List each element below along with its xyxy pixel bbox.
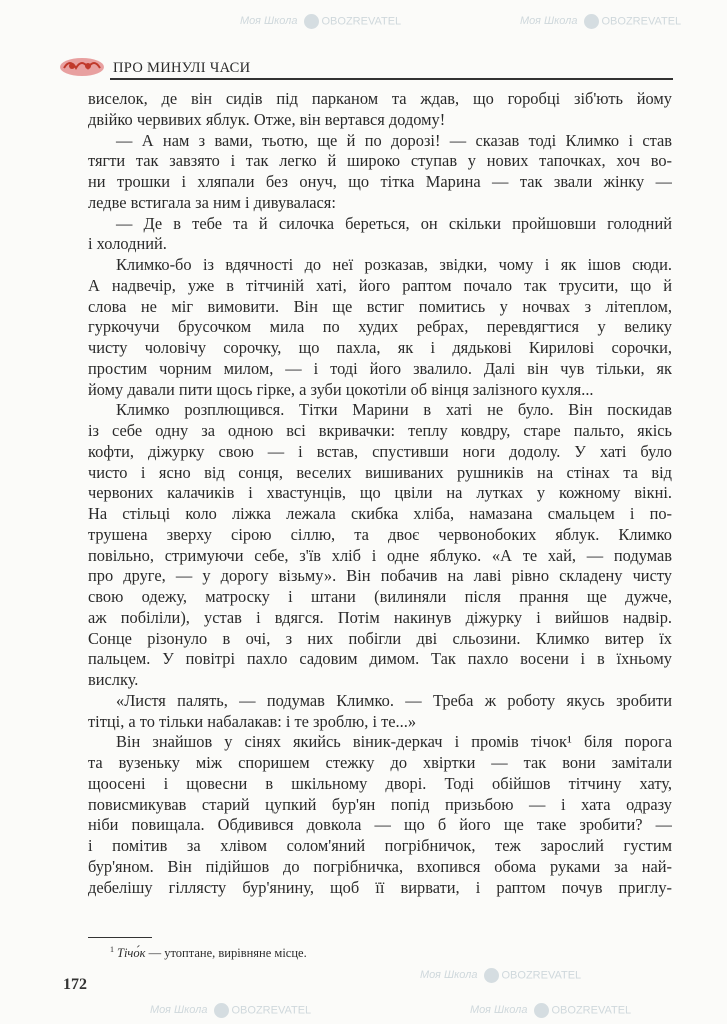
running-title: ПРО МИНУЛІ ЧАСИ <box>113 60 251 76</box>
text-line: — Де в тебе та й силочка береться, он скільки пройшовши голодний <box>116 213 672 233</box>
text-line: щоосені і щовесни в шкільному дворі. Тоді обійшов тітчину хату, <box>88 773 672 793</box>
text-line: ніби повищала. Обдивився довкола — що б його ще таке зробити? — <box>88 815 672 835</box>
page-number: 172 <box>63 976 87 993</box>
ornament-icon <box>58 54 106 78</box>
text-line: — А нам з вами, тьотю, ще й по дорозі! — сказав тоді Климко і став <box>116 130 672 150</box>
text-line: повільно, стримуючи себе, з'їв хліб і одне яблуко. «А те хай, — подумав <box>88 545 672 565</box>
watermark-logo-icon <box>484 968 499 983</box>
text-line: червоних калачиків і хвастунців, що цвіли на лутках у кожному вікні. <box>88 483 672 503</box>
footnote-definition: — утоптане, вирівняне місце. <box>145 946 307 961</box>
watermark <box>150 1003 311 1018</box>
text-line: простим чорним милом, — і тоді його звалило. Далі він чув тільки, як <box>88 358 672 378</box>
text-line: трушена зверху сірою сіллю, та двоє червонобоких яблук. Климко <box>88 524 672 544</box>
text-line: кофти, діжурку свою — і встав, спустивши ноги додолу. У хаті було <box>88 441 672 461</box>
watermark-brand: OBOZREVATEL <box>501 969 582 982</box>
watermark <box>420 968 581 983</box>
text-line: ни трошки і хляпали без онуч, що тітка Марина — так звали жінку — <box>88 172 672 191</box>
watermark-school: Моя Школа <box>150 1004 208 1017</box>
text-line: Климко-бо із вдячності до неї розказав, звідки, чому і як ішов сюди. <box>116 255 672 274</box>
chapter-ornament <box>58 54 106 78</box>
watermark-school: Моя Школа <box>520 15 578 28</box>
watermark-brand: OBOZREVATEL <box>551 1004 632 1017</box>
watermark-logo-icon <box>214 1003 229 1018</box>
text-line: слова не міг вимовити. Він ще встиг помитись у ночвах з літеплом, <box>88 296 672 316</box>
watermark-brand: OBOZREVATEL <box>231 1004 312 1017</box>
header-rule <box>110 78 673 80</box>
text-line: із себе одну за одною всі вкривачки: теплу ковдру, старе пальто, якісь <box>88 421 672 440</box>
text-line: йому давали пити щось гірке, а зуби цокотіли об вінця залізного кухля... <box>88 379 594 399</box>
text-line: Він знайшов у сінях якийсь віник-деркач і промів тічок¹ біля порога <box>116 732 672 752</box>
text-line: гуркочучи брусочком мила по худих ребрах, перевдягтися у велику <box>88 317 672 337</box>
text-line: чисту чоловічу сорочку, що пахла, як і дядькові Кирилові сорочки, <box>88 338 672 357</box>
text-line: На стільці коло ліжка лежала скибка хліба, намазана смальцем і по- <box>88 504 672 523</box>
watermark-brand: OBOZREVATEL <box>321 15 402 28</box>
footnote-mark: 1 <box>110 945 114 954</box>
text-line: тітці, а то тільки набалакав: і те зроблю, і те...» <box>88 711 417 731</box>
watermark-school: Моя Школа <box>240 15 298 28</box>
text-line: виселок, де він сидів під парканом та ждав, що горобці зіб'ють йому <box>88 89 672 108</box>
footnote <box>110 945 307 961</box>
text-line: двійко червивих яблук. Отже, він вертався додому! <box>88 109 446 129</box>
text-line: А надвечір, уже в тітчиній хаті, його раптом почало так трусити, що й <box>88 275 672 295</box>
text-line: про друге, — у дорогу візьму». Він побачив на лаві рівно складену чисту <box>88 566 672 586</box>
text-line: чисто і ясно від сонця, веселих вишиваних рушників на стінах та від <box>88 462 672 482</box>
text-line: бур'яном. Він підійшов до погрібничка, вхопився обома руками за най- <box>88 856 672 876</box>
text-line: пальцем. У повітрі пахло садовим димом. Так пахло восени і в їхньому <box>88 649 672 669</box>
text-line: ледве встигала за ним і дивувалася: <box>88 192 336 212</box>
watermark <box>520 14 681 29</box>
text-line: вислку. <box>88 670 139 689</box>
text-line: свою одежу, матроску і штани (вилиняли після прання ще дужче, <box>88 587 672 606</box>
text-line: повисмикував старий цупкий бур'ян попід призьбою — і хата одразу <box>88 794 672 814</box>
watermark-school: Моя Школа <box>420 969 478 982</box>
footnote-rule <box>88 937 152 938</box>
text-line: дебелішу гіллясту бур'янину, щоб її вирвати, і раптом почув приглу- <box>88 877 672 897</box>
footnote-term: Тічо́к <box>117 946 146 961</box>
watermark-logo-icon <box>534 1003 549 1018</box>
body-text <box>88 89 672 898</box>
text-line: і помітив за хлівом солом'яний погрібничок, теж зарослий густим <box>88 836 672 855</box>
watermark-logo-icon <box>304 14 319 29</box>
watermark <box>470 1003 631 1018</box>
text-line: і холодний. <box>88 234 167 254</box>
watermark-logo-icon <box>584 14 599 29</box>
text-line: тягти так завзято і так легко й широко ступав у нових тапочках, хоч во- <box>88 151 672 171</box>
text-line: та вузеньку між споришем стежку до хвіртки — так вони замітали <box>88 753 672 772</box>
watermark-brand: OBOZREVATEL <box>601 15 682 28</box>
text-line: аж побіліли), устав і вдягся. Потім накинув діжурку і вийшов надвір. <box>88 607 672 627</box>
watermark-school: Моя Школа <box>470 1004 528 1017</box>
text-line: «Листя палять, — подумав Климко. — Треба ж роботу якусь зробити <box>116 690 672 710</box>
watermark <box>240 14 401 29</box>
text-line: Климко розплющився. Тітки Марини в хаті не було. Він поскидав <box>116 400 672 420</box>
text-line: Сонце різонуло в очі, з них побігли дві сльозини. Климко витер їх <box>88 628 672 648</box>
